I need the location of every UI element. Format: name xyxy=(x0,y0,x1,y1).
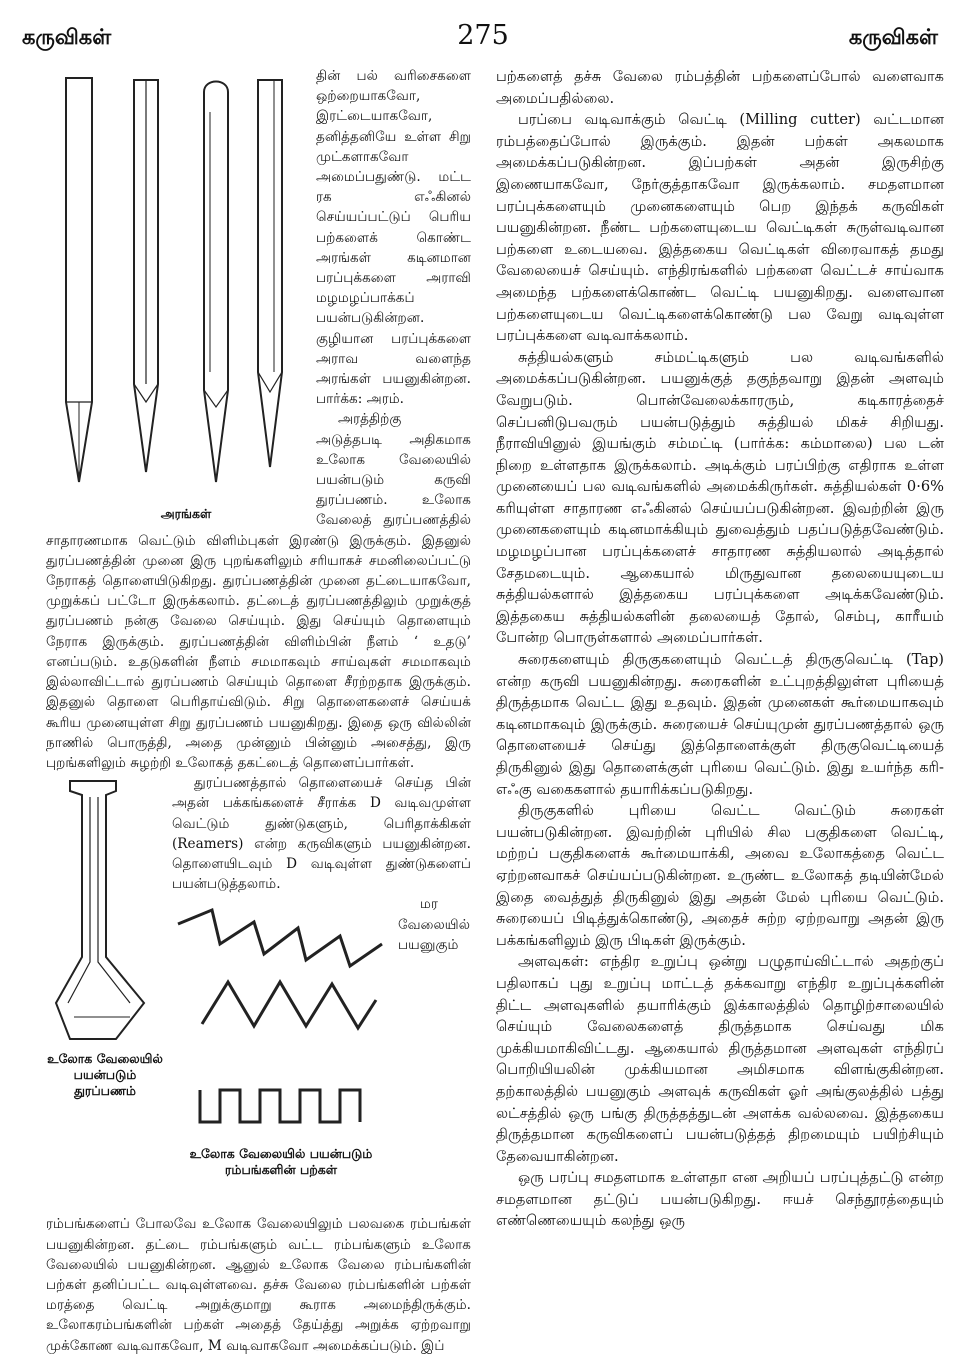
right-paragraph-4: சுரைகளையும் திருகுகளையும் வெட்டத் திருகுவெட்டி (Tap) என்ற கருவி பயனுகின்றது. சுரைகளின் உட்புறத்திலுள்ள புரியைத் திருத்தமாக வெட்ட இது உதவும். இதன் முனைகள் கூர்மையாகவும் கடினமாகவும் இருக்கும். சுரையைச் செய்யுமுன் துரப்பணத்தால் ஒரு தொளையைச் செய்து இத்தொளைக்குள் திருகுவெட்டியைத் திருகினுல் இது தொளைக்குள் புரியை வெட்டும். இது உயர்ந்த கரி-எஃகு வகைகளால் தயாரிக்கப்படுகிறது. xyxy=(496,651,944,798)
page-number: 275 xyxy=(457,20,509,51)
right-paragraph-3: சுத்தியல்களும் சம்மட்டிகளும் பல வடிவங்களில் அமைக்கப்படுகின்றன. பயனுக்குத் தகுந்தவாறு இதன் அளவும் வேறுபடும். பொன்வேலைக்காரரும், கடிகாரத்தைச் செப்பனிடுபவரும் பயன்படுத்தும் சுத்தியல் மிகச் சிறியது. நீராவியினுல் இயங்கும் சம்மட்டி (பார்க்க: கம்மாலை) பல டன் நிறை உள்ளதாக இருக்கலாம். அடிக்கும் பரப்பிற்கு எதிராக உள்ள முனையைப் பல வடிவங்களில் அமைக்கிருர்கள். சுத்தியல்கள் 0·6% கரியுள்ள சாதாரண எஃகினல் செய்யப்படுகின்றன. இவற்றின் இரு முனைகளையும் கடினமாக்கியும் துவைத்தும் பதப்படுத்தவேண்டும். மழமழப்பான பரப்புக்களைச் சாதாரண சுத்தியலால் அடித்தால் சேதமடையும். ஆகையால் மிருதுவான தலையையுடைய சுத்தியல்களால் இத்தகைய பரப்புக்களை அடிக்கவேண்டும். இத்தகைய சுத்தியல்களின் தலையைத் தோல், செம்பு, காரீயம் போன்ற பொருள்களால் அமைப்பார்கள். xyxy=(496,348,944,647)
right-paragraph-2: பரப்பை வடிவாக்கும் வெட்டி (Milling cutter) வட்டமான ரம்பத்தைப்போல் இருக்கும். இதன் பற்கள் அகலமாக அமைக்கப்படுகின்றன. இப்பற்கள் அதன் இருசிற்கு இணையாகவோ, நேர்குத்தாகவோ இருக்கலாம். சமதளமான பரப்புக்களையும் முனைகளையும் பெற இந்தக் கருவிகள் பயனுகின்றன. நீண்ட பற்களையுடைய வெட்டிகள் சுருள்வடிவான பற்களை உடையவை. இத்தகைய வெட்டிகள் விரைவாகத் தமது வேலையைச் செய்யும். எந்திரங்களில் பற்களை வெட்டச் சாய்வாக அமைந்த பற்களைக்கொண்ட வெட்டி பயனுகிறது. வளைவான பற்களையுடைய வெட்டிகளைக்கொண்டு பல வேறு வடிவுள்ள பரப்புக்களை வடிவாக்கலாம். xyxy=(496,111,944,345)
saw-teeth-illustration xyxy=(172,904,390,1144)
saw-teeth-caption: உலோக வேலையில் பயன்படும் ரம்பங்களின் பற்கள் xyxy=(189,1146,373,1178)
running-head-left: கருவிகள் xyxy=(22,24,112,49)
right-paragraph-7: ஒரு பரப்பு சமதளமாக உள்ளதா என அறியப் பரப்புத்தட்டு என்ற சமதளமான தட்டுப் பயன்படுகிறது. ஈயச் செந்தூரத்தையும் எண்ணெயையும் கலந்து ஒரு xyxy=(496,1169,944,1230)
drill-caption: உலோக வேலையில் பயன்படும் துரப்பணம் xyxy=(47,1051,163,1099)
left-paragraph-4: மர வேலையில் பயனுகும் ரம்பங்களைப் போலவே உலோக வேலையிலும் பலவகை ரம்பங்கள் பயனுகின்றன. தட்டை ரம்பங்களும் வட்ட ரம்பங்களும் உலோக வேலையில் பயனுகின்றன. ஆனுல் உலோக வேலை ரம்பங்களின் பற்கள் தனிப்பட்ட வடிவுள்ளவை. தச்சு வேலை ரம்பங்களின் பற்கள் மரத்தை வெட்டி அறுக்குமாறு கூராக அமைந்திருக்கும். உலோகரம்பங்களின் பற்கள் அதைத் தேய்த்து அறுக்க ஏற்றவாறு முக்கோண வடிவாகவோ, M வடிவாகவோ அமைக்கப்படும். இப் xyxy=(46,896,471,1354)
right-paragraph-6: அளவுகள்: எந்திர உறுப்பு ஒன்று பழுதாய்விட்டால் அதற்குப் பதிலாகப் புது உறுப்பு மாட்டத் தக்கவாறு எந்திர உறுப்புக்களின் திட்ட அளவுகளில் தயாரிக்கும் இக்காலத்தில் தொழிற்சாலையில் செய்யும் வேலைகளைத் திருத்தமாக செய்வது மிக முக்கியமாகிவிட்டது. ஆகையால் திருத்தமான அளவுகள் எந்திரப் பொறியியலின் முக்கியமான அமிசமாக விளங்குகின்றன. தற்காலத்தில் பயனுகும் அளவுக் கருவிகள் ஓர் அங்குலத்தில் பத்து லட்சத்தில் ஒரு பங்கு திருத்தத்துடன் அளக்க வல்லவை. இத்தகைய திருத்தமான கருவிகளைப் பயன்படுத்தத் திறமையும் பயிற்சியும் தேவையாகின்றன. xyxy=(496,953,944,1165)
running-head-right: கருவிகள் xyxy=(848,24,938,49)
left-paragraph-1: தின் பல் வரிசைகளை ஒற்றையாகவோ, இரட்டையாகவோ, தனித்தனியே உள்ள சிறு முட்களாகவோ அமைப்பதுண்டு. மட்ட ரக எஃகினல் செய்யப்பட்டுப் பெரிய பற்களைக் கொண்ட அரங்கள் கடினமான பரப்புக்களை அராவி மழமழப்பாக்கப் பயன்படுகின்றன. குழியான பரப்புக்களை அராவ வளைந்த அரங்கள் பயனுகின்றன. பார்க்க: அரம். xyxy=(316,68,471,408)
files-figure xyxy=(46,72,308,524)
drill-figure xyxy=(46,777,164,1117)
saw-teeth-figure xyxy=(172,904,390,1212)
drill-illustration xyxy=(46,777,164,1047)
left-paragraph-3: துரப்பணத்தால் தொளையைச் செய்த பின் அதன் பக்கங்களைச் சீராக்க D வடிவமுள்ள வெட்டும் துண்டுகளும், பெரிதாக்கிகள் (Reamers) என்ற கருவிகளும் பயனுகின்றன. தொளையிடவும் D வடிவுள்ள துண்டுகளைப் பயன்படுத்தலாம். xyxy=(172,775,471,893)
files-caption: அரங்கள் xyxy=(160,506,212,521)
right-paragraph-1: பற்களைத் தச்சு வேலை ரம்பத்தின் பற்களைப்போல் வளைவாக அமைப்பதில்லை. xyxy=(496,68,944,107)
left-paragraph-2: அரத்திற்கு அடுத்தபடி அதிகமாக உலோக வேலையில் பயன்படும் கருவி துரப்பணம். உலோக வேலைத் துரப்பணத்தில் சாதாரணமாக வெட்டும் விளிம்புகள் இரண்டு இருக்கும். இதனுல் துரப்பணத்தின் முனை இரு புறங்களிலும் சரியாகச் சமனிலைப்பட்டு நேராகத் தொளையிடுகிறது. துரப்பணத்தின் முனை தட்டையாகவோ, முறுக்கப் பட்டோ இருக்கலாம். தட்டைத் துரப்பணத்திலும் முறுக்குத் துரப்பணம் நன்கு வேலை செய்யும். இது செய்யும் தொளையும் நேராக இருக்கும். துரப்பணத்தின் விளிம்பின் நீளம் ‘ உதடு’ எனப்படும். உதடுகளின் நீளம் சமமாகவும் சாய்வுகள் சமமாகவும் இல்லாவிட்டால் துரப்பணம் செய்யும் தொளை சீரற்றதாக இருக்கும். இதனுல் தொளை பெரிதாய்விடும். சிறு தொளைகளைச் செய்யக் கூரிய முனையுள்ள சிறு துரப்பணம் பயனுகிறது. இதை ஒரு வில்லின் நாணில் பொருத்தி, அதை முன்னும் பின்னும் அசைத்து, இரு புறங்களிலும் சுழற்றி உலோகத் தகட்டைத் தொளைப்பார்கள். xyxy=(46,411,471,771)
right-column xyxy=(496,66,944,1356)
left-column xyxy=(46,66,471,1356)
right-paragraph-5: திருகுகளில் புரியை வெட்ட வெட்டும் சுரைகள் பயன்படுகின்றன. இவற்றின் புரியில் சில பகுதிகளை வெட்டி, மற்றப் பகுதிகளைக் கூர்மையாக்கி, அவை உலோகத்தை வெட்ட ஏற்றனவாகச் செய்யப்படுகின்றன. உருண்ட உலோகத் தடியின்மேல் இதை வைத்துத் திருகினுல் இது அதன் மேல் புரியை வெட்டும். சுரையைப் பிடித்துக்கொண்டு, அதைச் சுற்ற ஏற்றவாறு அதன் இரு பக்கங்களிலும் இரு பிடிகள் இருக்கும். xyxy=(496,802,944,949)
files-illustration xyxy=(46,72,308,492)
